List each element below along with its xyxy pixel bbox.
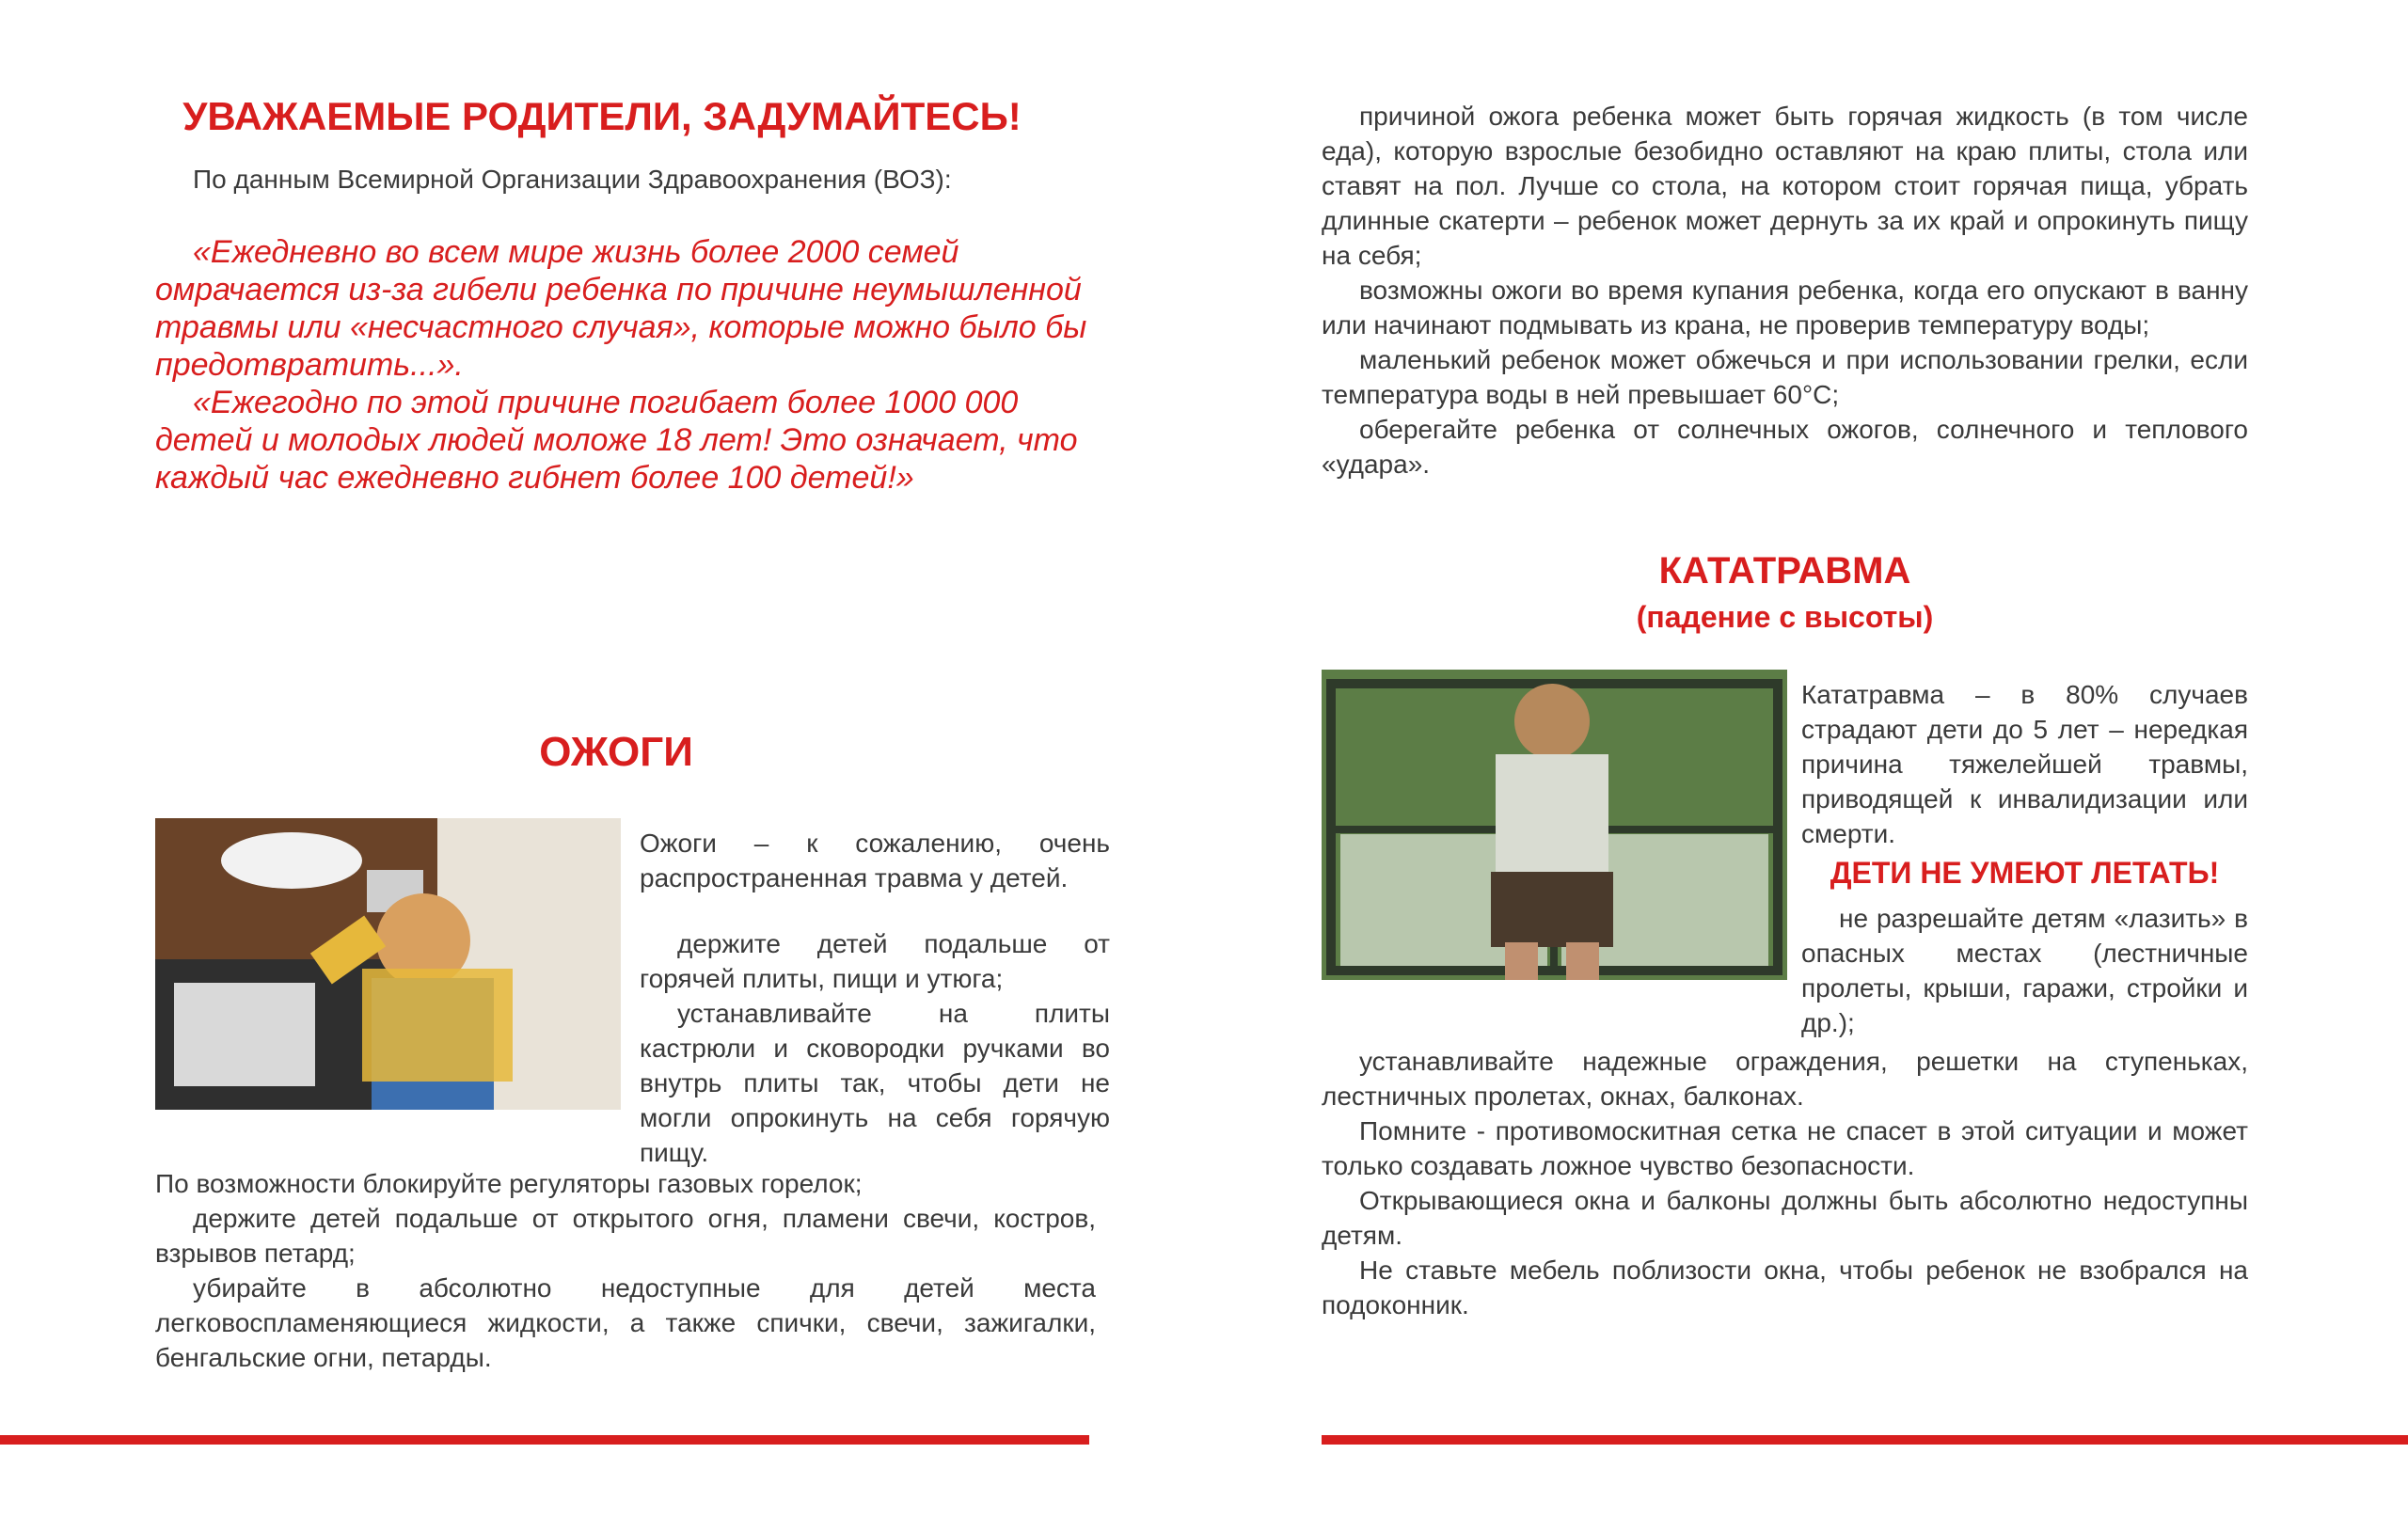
- burns-text-2: держите детей подальше от горячей плиты, пищи и утюга;: [640, 929, 1110, 993]
- burns-title: ОЖОГИ: [539, 729, 693, 775]
- quote-paragraph-2: «Ежегодно по этой причине погибает более 1000 000 детей и молодых людей моложе 18 лет! Это означает, что каждый час ежедневно гибнет более 100 детей!»: [155, 385, 1078, 496]
- main-title: УВАЖАЕМЫЕ РОДИТЕЛИ, ЗАДУМАЙТЕСЬ!: [182, 94, 1022, 138]
- katatrauma-bottom-3: Открывающиеся окна и балконы должны быть абсолютно недоступны детям.: [1322, 1186, 2248, 1250]
- child-window-illustration: [1322, 670, 1787, 980]
- burns-text: Ожоги – к сожалению, очень распространенная травма у детей.: [640, 829, 1110, 892]
- katatrauma-bottom: [1322, 1044, 2248, 1322]
- burns-bottom-1: По возможности блокируйте регуляторы газовых горелок;: [155, 1169, 863, 1198]
- burns-continued-4: оберегайте ребенка от солнечных ожогов, солнечного и теплового «удара».: [1322, 415, 2248, 479]
- katatrauma-warning: ДЕТИ НЕ УМЕЮТ ЛЕТАТЬ!: [1830, 856, 2220, 890]
- katatrauma-subtitle: (падение с высоты): [1636, 600, 1934, 634]
- window-photo: [1322, 670, 1787, 980]
- divider-line-right: [1322, 1435, 2408, 1445]
- burns-text-3: устанавливайте на плиты кастрюли и сковородки ручками во внутрь плиты так, чтобы дети не могли опрокинуть на себя горячую пищу.: [640, 999, 1110, 1167]
- burns-bottom-2: держите детей подальше от открытого огня, пламени свечи, костров, взрывов петард;: [155, 1204, 1096, 1268]
- katatrauma-bottom-4: Не ставьте мебель поблизости окна, чтобы ребенок не взобрался на подоконник.: [1322, 1256, 2248, 1319]
- katatrauma-title: КАТАТРАВМА: [1658, 550, 1911, 592]
- katatrauma-bottom-1: устанавливайте надежные ограждения, решетки на ступеньках, лестничных пролетах, окнах, балконах.: [1322, 1047, 2248, 1111]
- burns-continued-1: причиной ожога ребенка может быть горячая жидкость (в том числе еда), которую взрослые безобидно оставляют на краю плиты, стола или ставят на пол. Лучше со стола, на котором стоит горячая пища, убрать длинные скатерти – ребенок может дернуть за их край и опрокинуть пищу на себя;: [1322, 102, 2248, 270]
- burns-continued-3: маленький ребенок может обжечься и при использовании грелки, если температура воды в ней превышает 60°С;: [1322, 345, 2248, 409]
- katatrauma-bottom-2: Помните - противомоскитная сетка не спасет в этой ситуации и может только создавать ложное чувство безопасности.: [1322, 1116, 2248, 1180]
- burns-bottom-3: убирайте в абсолютно недоступные для детей места легковоспламеняющиеся жидкости, а также спички, свечи, зажигалки, бенгальские огни, петарды.: [155, 1273, 1096, 1372]
- burns-continued: [1322, 99, 2248, 482]
- katatrauma-text-2: не разрешайте детям «лазить» в опасных местах (лестничные пролеты, крыши, гаражи, стройки и др.);: [1801, 904, 2248, 1037]
- quote-paragraph-1: «Ежедневно во всем мире жизнь более 2000 семей омрачается из-за гибели ребенка по причине неумышленной травмы или «несчастного случая», которые можно было бы предотвратить...».: [155, 234, 1087, 383]
- intro-text: По данным Всемирной Организации Здравоохранения (ВОЗ):: [193, 165, 952, 194]
- katatrauma-text: Кататравма – в 80% случаев страдают дети до 5 лет – нередкая причина тяжелейшей травмы, приводящей к инвалидизации или смерти.: [1801, 680, 2248, 848]
- burns-continued-2: возможны ожоги во время купания ребенка, когда его опускают в ванну или начинают подмывать из крана, не проверив температуру воды;: [1322, 276, 2248, 340]
